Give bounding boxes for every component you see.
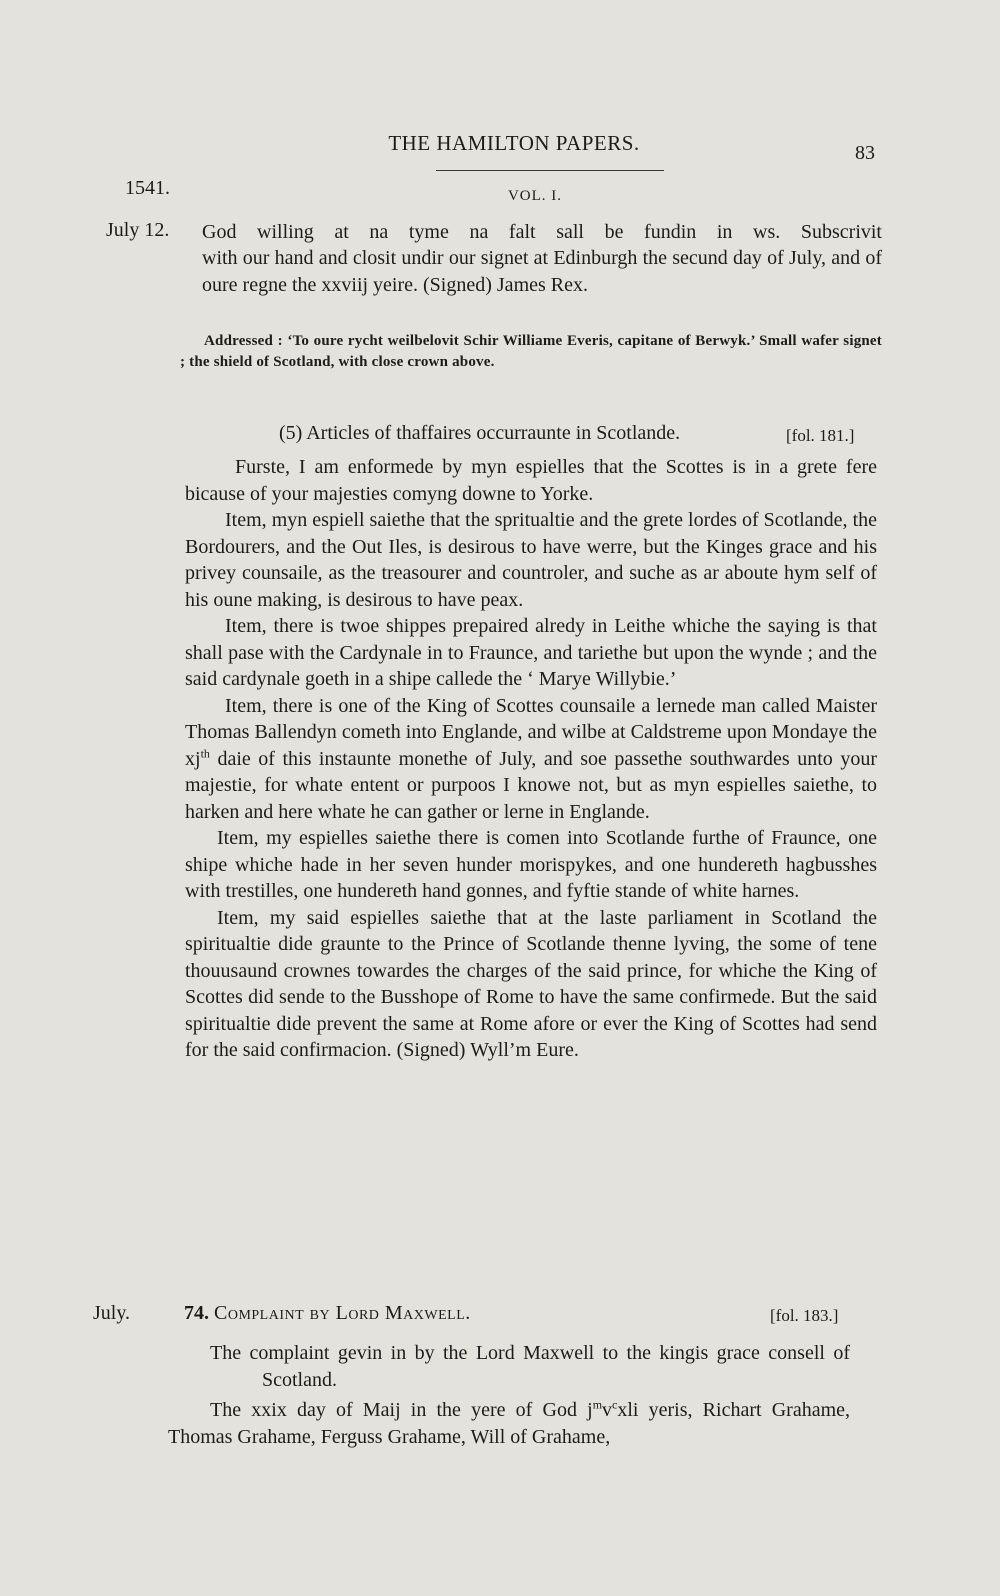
- article-paragraph-4-start: Item, there is one of the King of Scottes counsaile a lernede man called Maister Thomas Ballendyn cometh into Englande, and wilbe at Caldstreme upon Mondaye the xj: [185, 694, 877, 770]
- article-paragraph-4: [185, 693, 877, 826]
- address-note: Addressed : ‘To oure rycht weilbelovit Schir Williame Everis, capitane of Berwyk.’ Small wafer signet ; the shield of Scotland, with close crown above.: [180, 333, 882, 370]
- superscript-m: m: [592, 1397, 603, 1412]
- superscript-th: th: [200, 745, 210, 760]
- complaint-paragraph-1: The complaint gevin in by the Lord Maxwell to the kingis grace consell of Scotland.: [210, 1342, 850, 1391]
- letter-continuation: with our hand and closit undir our signet at Edinburgh the secund day of July, and of oure regne the xxviij yeire. (Signed) James Rex.: [202, 247, 882, 296]
- articles-heading: (5) Articles of thaffaires occurraunte in Scotlande.: [279, 422, 681, 444]
- complaint-text-a: The xxix day of Maij in the yere of God j: [210, 1399, 593, 1421]
- complaint-text-c: xli yeris, Richart Grahame, Thomas Grahame, Ferguss Grahame, Will of Grahame,: [168, 1399, 851, 1448]
- article-paragraph-1: Furste, I am enformede by myn espielles that the Scottes is in a grete fere bicause of your majesties comyng downe to Yorke.: [185, 456, 877, 505]
- complaint-body: [168, 1397, 850, 1450]
- margin-date-july-12: July 12.: [106, 219, 170, 241]
- complaint-intro: [210, 1340, 850, 1393]
- title-rule: [436, 170, 664, 171]
- volume-label: VOL. I.: [507, 188, 563, 204]
- complaint-text-b: v: [602, 1399, 613, 1421]
- running-head: THE HAMILTON PAPERS.: [388, 131, 640, 155]
- complaint-paragraph-2: [168, 1397, 850, 1450]
- complaint-title: Complaint by Lord Maxwell.: [214, 1302, 471, 1324]
- article-paragraph-3: Item, there is twoe shippes prepaired alredy in Leithe whiche the saying is that shall pase with the Cardynale in to Fraunce, and tariethe but upon the wynde ; and the said cardynale goeth in a shipe callede the ‘ Marye Willybie.’: [185, 615, 877, 690]
- margin-date-july: July.: [93, 1302, 131, 1324]
- complaint-heading: [184, 1302, 471, 1325]
- superscript-c: c: [612, 1397, 618, 1412]
- page-number: 83: [855, 142, 875, 164]
- year-label: 1541.: [125, 177, 170, 199]
- articles-body: [185, 454, 877, 1064]
- complaint-number: 74.: [184, 1302, 209, 1324]
- article-paragraph-6: Item, my said espielles saiethe that at the laste parliament in Scotland the spiritualtie dide graunte to the Prince of Scotlande thenne lyving, the some of tene thouusaund crownes towardes the charges of the said prince, for whiche the King of Scottes did sende to the Busshope of Rome to have the same confirmede. But the said spiritualtie dide prevent the same at Rome afore or ever the King of Scottes had send for the said confirmacion. (Signed) Wyll’m Eure.: [185, 906, 877, 1061]
- articles-folio: [fol. 181.]: [786, 426, 855, 445]
- letter-first-line: God willing at na tyme na falt sall be fundin in ws. Subscrivit: [202, 221, 882, 243]
- article-paragraph-4-end: daie of this instaunte monethe of July, and soe passethe southwardes unto your majestie, for whate entent or purpoos I knowe not, but as myn espielles saiethe, to harken and here whate he can gather or lerne in Englande.: [185, 747, 877, 823]
- article-paragraph-2: Item, myn espiell saiethe that the spritualtie and the grete lordes of Scotlande, the Bordourers, and the Out Iles, is desirous to have werre, but the Kinges grace and his privey counsaile, as the treasourer and countroler, and suche as ar aboute hym self of his oune making, is desirous to have peax.: [185, 509, 877, 611]
- complaint-folio: [fol. 183.]: [770, 1306, 839, 1325]
- article-paragraph-5: Item, my espielles saiethe there is comen into Scotlande furthe of Fraunce, one shipe whiche hade in her seven hunder morispykes, and one hundereth hagbusshes with trestilles, one hundereth hand gonnes, and fyftie stande of white harnes.: [185, 827, 877, 902]
